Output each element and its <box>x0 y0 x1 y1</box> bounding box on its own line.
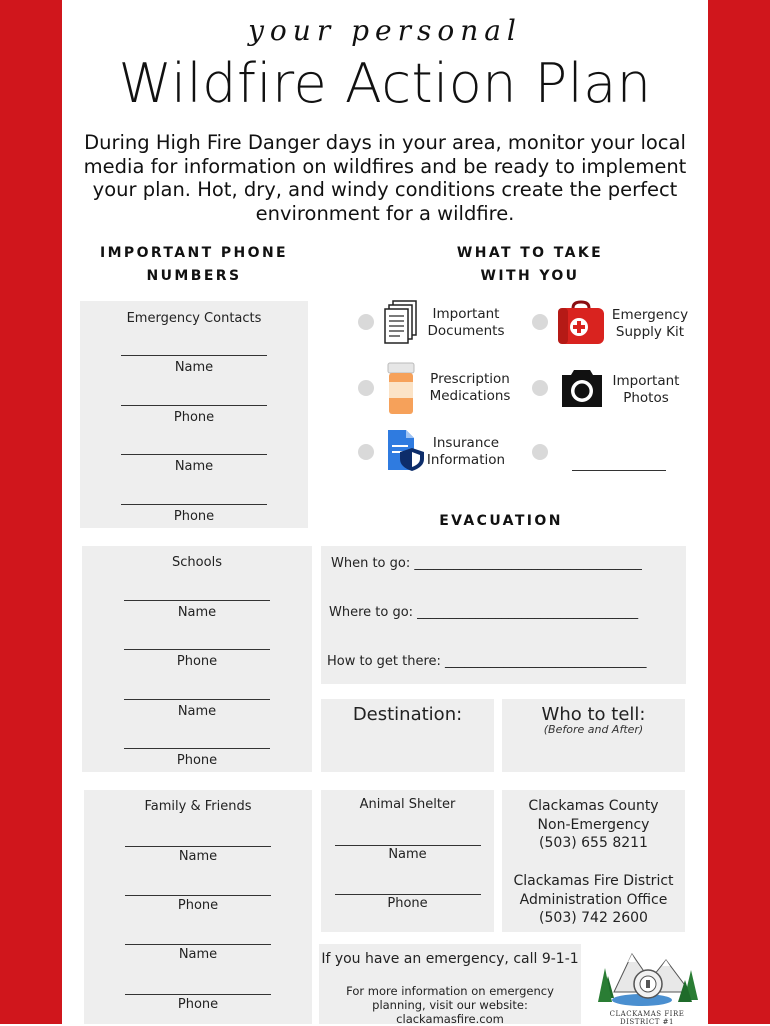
pill-bottle-icon <box>386 362 416 416</box>
phone-heading-line-2: NUMBERS <box>146 268 242 284</box>
who-to-tell-title: Who to tell: <box>541 704 646 725</box>
what-to-take-heading <box>430 242 630 288</box>
phone-field-line[interactable] <box>121 504 267 505</box>
non-emergency-label: Non-Emergency <box>537 816 650 833</box>
phone-label: Phone <box>177 997 219 1012</box>
animal-shelter-title: Animal Shelter <box>359 797 456 812</box>
supply-kit-label: Emergency Supply Kit <box>611 307 689 340</box>
custom-item-checkbox[interactable] <box>532 444 548 460</box>
phone-label: Phone <box>387 896 428 911</box>
name-label: Name <box>178 849 218 864</box>
how-to-get-there-field[interactable]: How to get there: _______________________________ <box>327 654 647 669</box>
phone-field-line[interactable] <box>124 748 270 749</box>
evacuation-heading: EVACUATION <box>439 513 563 529</box>
phone-numbers-heading <box>96 242 292 288</box>
logo-caption: CLACKAMAS FIRE DISTRICT #1 <box>609 1010 685 1026</box>
name-field-line[interactable] <box>335 845 481 846</box>
page-title: Wildfire Action Plan <box>118 52 652 115</box>
who-to-tell-box <box>502 699 685 772</box>
who-to-tell-subtitle: (Before and After) <box>543 723 644 736</box>
non-emergency-info <box>502 797 685 853</box>
photos-checkbox[interactable] <box>532 380 548 396</box>
admin-office-label: Administration Office <box>519 891 668 908</box>
name-label: Name <box>177 605 217 620</box>
phone-field-line[interactable] <box>125 895 271 896</box>
where-to-go-field[interactable]: Where to go: __________________________________ <box>329 605 639 620</box>
phone-field-line[interactable] <box>121 405 267 406</box>
emergency-contacts-box <box>80 301 308 528</box>
admin-office-info <box>502 872 685 928</box>
name-field-line[interactable] <box>124 699 270 700</box>
phone-label: Phone <box>177 898 219 913</box>
documents-label: Important Documents <box>427 306 505 339</box>
script-subtitle: your personal <box>248 14 522 47</box>
medications-checkbox[interactable] <box>358 380 374 396</box>
schools-title: Schools <box>172 555 222 570</box>
phone-label: Phone <box>173 410 215 425</box>
admin-office-phone: (503) 742 2600 <box>539 910 648 926</box>
documents-icon <box>384 300 418 346</box>
name-label: Name <box>174 360 214 375</box>
when-to-go-field[interactable]: When to go: ___________________________________ <box>331 556 642 571</box>
animal-shelter-box <box>321 790 494 932</box>
camera-icon <box>560 366 604 408</box>
more-info-text: For more information on emergency planning, visit our website: clackamasfire.com <box>346 984 554 1026</box>
destination-title: Destination: <box>352 704 463 725</box>
phone-field-line[interactable] <box>124 649 270 650</box>
evacuation-box <box>321 546 686 684</box>
name-label: Name <box>177 704 217 719</box>
right-red-border <box>708 0 770 1024</box>
left-red-border <box>0 0 62 1024</box>
family-friends-title: Family & Friends <box>144 799 252 814</box>
documents-checkbox[interactable] <box>358 314 374 330</box>
first-aid-kit-icon <box>556 300 606 346</box>
name-field-line[interactable] <box>125 944 271 945</box>
emergency-contacts-title: Emergency Contacts <box>126 311 262 326</box>
insurance-label: Insurance Information <box>426 435 506 468</box>
emergency-call-text: If you have an emergency, call 9-1-1 <box>321 951 579 967</box>
photos-label: Important Photos <box>612 373 680 406</box>
name-label: Name <box>388 847 427 862</box>
medications-label: Prescription Medications <box>429 371 511 404</box>
custom-item-field-line[interactable] <box>572 470 666 471</box>
destination-box <box>321 699 494 772</box>
insurance-shield-icon <box>384 428 426 472</box>
name-field-line[interactable] <box>124 600 270 601</box>
fire-district-name: Clackamas Fire District <box>513 873 674 889</box>
county-contacts-box <box>502 790 685 932</box>
take-heading-line-2: WITH YOU <box>480 268 580 284</box>
intro-paragraph: During High Fire Danger days in your area, monitor your local media for information on wildfires and be ready to implement your plan. Hot, dry, and windy conditions create the perfect environment for a wildfire. <box>83 131 687 225</box>
county-name: Clackamas County <box>528 798 659 814</box>
name-label: Name <box>178 947 218 962</box>
fire-district-logo <box>594 940 702 1012</box>
name-label: Name <box>174 459 214 474</box>
take-heading-line-1: WHAT TO TAKE <box>456 245 604 261</box>
name-field-line[interactable] <box>121 355 267 356</box>
phone-label: Phone <box>176 654 218 669</box>
phone-field-line[interactable] <box>335 894 481 895</box>
family-friends-box <box>84 790 312 1024</box>
name-field-line[interactable] <box>125 846 271 847</box>
non-emergency-phone: (503) 655 8211 <box>539 835 648 851</box>
phone-label: Phone <box>176 753 218 768</box>
phone-heading-line-1: IMPORTANT PHONE <box>99 245 289 261</box>
insurance-checkbox[interactable] <box>358 444 374 460</box>
supply-kit-checkbox[interactable] <box>532 314 548 330</box>
name-field-line[interactable] <box>121 454 267 455</box>
phone-label: Phone <box>173 509 215 524</box>
emergency-call-box <box>319 944 581 1024</box>
schools-box <box>82 546 312 772</box>
phone-field-line[interactable] <box>125 994 271 995</box>
